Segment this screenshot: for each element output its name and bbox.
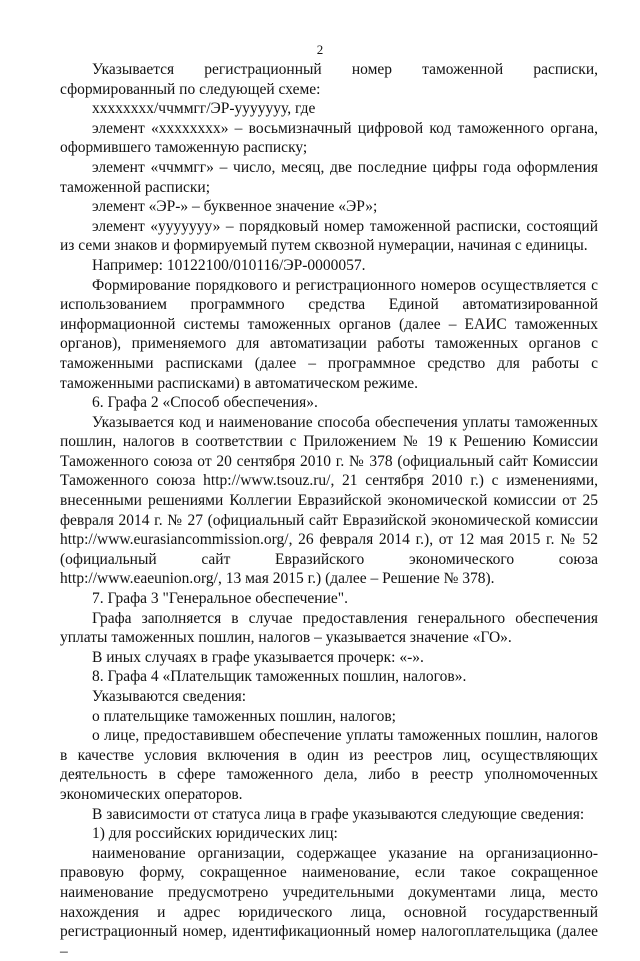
paragraph-element-date: элемент «ччммгг» – число, месяц, две последние цифры года оформления таможенной расписки; — [60, 158, 598, 196]
page-number: 2 — [316, 42, 324, 57]
paragraph-receipt-number-intro: Указывается регистрационный номер таможенной расписки, сформированный по следующей схеме: — [60, 61, 598, 98]
paragraph-element-code: элемент «хххххххх» – восьмизначный цифровой код таможенного органа, оформившего таможенную расписку; — [60, 119, 598, 157]
heading-graph-4: 8. Графа 4 «Плательщик таможенных пошлин, налогов». — [92, 668, 467, 686]
paragraph-graph-2-body: Указывается код и наименование способа обеспечения уплаты таможенных пошлин, налогов в соответствии с Приложением № 19 к Решению Комиссии Таможенного союза от 20 сентября 2010 г. № 378 (официальный сайт Комиссии Таможенного союза http://www.tsouz.ru/, 21 сентября 2010 г.) с изменениями, внесенными решениями Коллегии Евразийской экономической комиссии от 25 февраля 2014 г. № 27 (официальный сайт Евразийской экономической комиссии http://www.eurasiancommission.org/, 26 февраля 2014 г.), от 12 мая 2015 г. № 52 (официальный сайт Евразийского экономического союза http://www.eaeunion.org/, 13 мая 2015 г.) (далее – Решение № 378). — [60, 413, 598, 588]
paragraph-example: Например: 10122100/010116/ЭР-0000057. — [92, 256, 366, 274]
paragraph-graph-4-guarantor: о лице, предоставившем обеспечение уплаты таможенных пошлин, налогов в качестве условия включения в один из реестров лиц, осуществляющих деятельность в сфере таможенного дела, либо в реестр уполномоченных экономических операторов. — [60, 727, 598, 803]
document-body — [60, 60, 598, 961]
paragraph-numbering-formation: Формирование порядкового и регистрационного номеров осуществляется с использованием программного средства Единой автоматизированной информационной системы таможенных органов (далее – ЕАИС таможенных органов), применяемого для автоматизации работы таможенных органов с таможенными расписками (далее – программное средство для работы с таможенными расписками) в автоматическом режиме. — [60, 276, 598, 392]
paragraph-organization-details: наименование организации, содержащее указание на организационно-правовую форму, сокращенное наименование, если такое сокращенное наименование предусмотрено учредительными документами лица, место нахождения и адрес юридического лица, основной государственный регистрационный номер, идентификационный номер налогоплательщика (далее – — [60, 844, 598, 960]
paragraph-element-sequence: элемент «ууууууу» – порядковый номер таможенной расписки, состоящий из семи знаков и формируемый путем сквозной нумерации, начиная с единицы. — [60, 217, 598, 255]
paragraph-graph-3-body: Графа заполняется в случае предоставления генерального обеспечения уплаты таможенных пошлин, налогов – указывается значение «ГО». — [60, 609, 598, 647]
heading-graph-2: 6. Графа 2 «Способ обеспечения». — [92, 394, 318, 412]
paragraph-graph-3-other: В иных случаях в графе указывается прочерк: «-». — [92, 648, 424, 666]
paragraph-graph-4-status: В зависимости от статуса лица в графе указываются следующие сведения: — [92, 805, 585, 823]
paragraph-number-scheme: хххххххх/ччммгг/ЭР-ууууууу, где — [92, 100, 316, 118]
paragraph-graph-4-intro: Указываются сведения: — [92, 688, 247, 705]
heading-graph-3: 7. Графа 3 "Генеральное обеспечение". — [92, 590, 348, 608]
paragraph-graph-4-payer: о плательщике таможенных пошлин, налогов; — [92, 707, 396, 725]
paragraph-element-er: элемент «ЭР-» – буквенное значение «ЭР»; — [92, 198, 378, 216]
paragraph-russian-legal-entities: 1) для российских юридических лиц: — [92, 825, 338, 843]
